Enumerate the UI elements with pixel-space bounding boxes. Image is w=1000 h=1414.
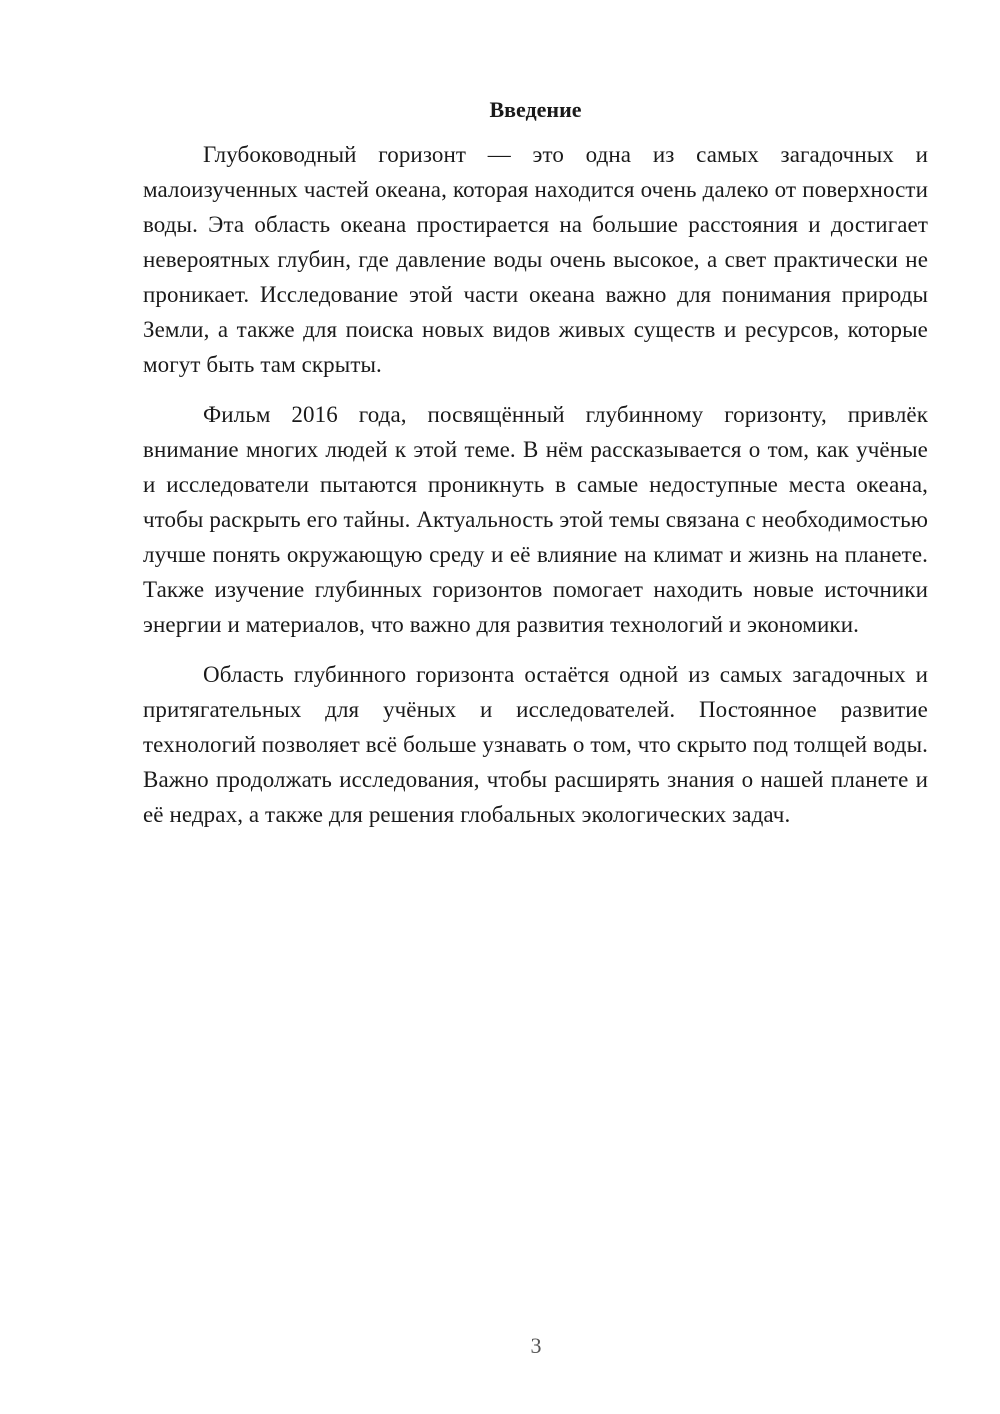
paragraph-1: Глубоководный горизонт — это одна из самых загадочных и малоизученных частей океана, которая находится очень далеко от поверхности воды. Эта область океана простирается на большие расстояния и достигает невероятных глубин, где давление воды очень высокое, а свет практически не проникает. Исследование этой части океана важно для понимания природы Земли, а также для поиска новых видов живых существ и ресурсов, которые могут быть там скрыты. [143,142,928,377]
section-heading: Введение [489,97,582,122]
page-number: 3 [530,1333,542,1358]
page-content [143,95,928,847]
paragraph-2: Фильм 2016 года, посвящённый глубинному горизонту, привлёк внимание многих людей к этой теме. В нём рассказывается о том, как учёные и исследователи пытаются проникнуть в самые недоступные места океана, чтобы раскрыть его тайны. Актуальность этой темы связана с необходимостью лучше понять окружающую среду и её влияние на климат и жизнь на планете. Также изучение глубинных горизонтов помогает находить новые источники энергии и материалов, что важно для развития технологий и экономики. [143,402,928,637]
paragraph-3: Область глубинного горизонта остаётся одной из самых загадочных и притягательных для учёных и исследователей. Постоянное развитие технологий позволяет всё больше узнавать о том, что скрыто под толщей воды. Важно продолжать исследования, чтобы расширять знания о нашей планете и её недрах, а также для решения глобальных экологических задач. [143,662,928,827]
